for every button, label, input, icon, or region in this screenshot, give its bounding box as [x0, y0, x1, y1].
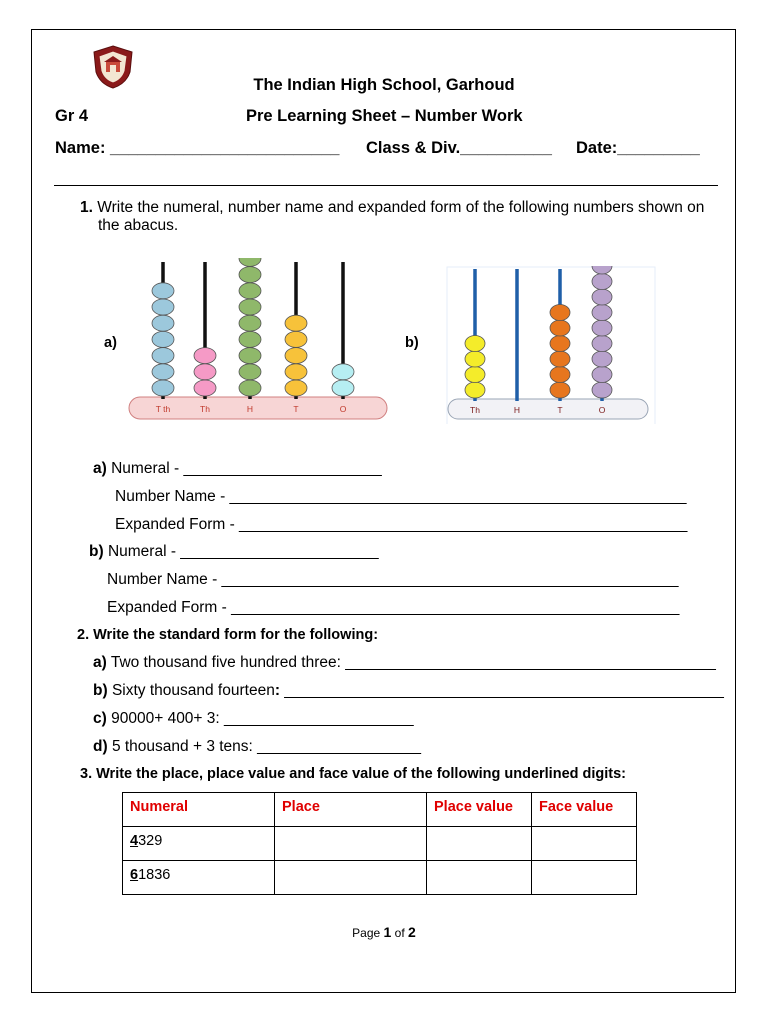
abacus-bead	[152, 348, 174, 364]
place-value-cell[interactable]	[427, 861, 532, 895]
abacus-bead	[152, 331, 174, 347]
header-numeral: Numeral	[123, 793, 275, 827]
page-footer	[0, 924, 768, 940]
table-row	[123, 827, 637, 861]
q2c-text: 90000+ 400+ 3: ______________________	[111, 710, 414, 727]
abacus-bead	[550, 336, 570, 352]
class-div-field[interactable]: Class & Div.__________	[366, 139, 552, 157]
abacus-bead	[239, 315, 261, 331]
q2b-line: ___________________________________________________	[279, 682, 724, 699]
abacus-bead	[194, 364, 216, 380]
abacus-bead	[239, 380, 261, 396]
grade-label: Gr 4	[55, 107, 89, 125]
abacus-place-label: T	[557, 405, 563, 415]
abacus-bead	[592, 289, 612, 305]
place-value-cell[interactable]	[427, 827, 532, 861]
underlined-digit: 4	[130, 833, 139, 849]
abacus-bead	[152, 364, 174, 380]
abacus-bead	[550, 351, 570, 367]
footer-page-word: Page	[352, 926, 384, 940]
q2a-item[interactable]	[93, 654, 716, 672]
abacus-place-label: Th	[200, 404, 210, 414]
abacus-bead	[592, 351, 612, 367]
abacus-place-label: H	[246, 404, 254, 414]
q1b-expanded-line: ____________________________________________________	[231, 599, 680, 616]
name-field[interactable]: Name: _________________________	[55, 139, 340, 157]
q2d-label: d)	[93, 738, 108, 755]
place-cell[interactable]	[275, 827, 427, 861]
school-name: The Indian High School, Garhoud	[253, 76, 515, 94]
face-value-cell[interactable]	[532, 861, 637, 895]
q1a-expanded-form[interactable]: Expanded Form - ____________________________________________________	[115, 516, 688, 533]
q1-text: Write the numeral, number name and expanded form of the following numbers shown on	[97, 199, 705, 216]
abacus-place-label: T	[293, 404, 299, 414]
abacus-place-label: O	[598, 405, 606, 415]
abacus-bead	[550, 367, 570, 383]
numeral-cell	[123, 861, 275, 895]
q1-number: 1.	[80, 199, 93, 216]
abacus-bead	[592, 382, 612, 398]
abacus-bead	[285, 348, 307, 364]
abacus-bead	[285, 315, 307, 331]
face-value-cell[interactable]	[532, 827, 637, 861]
q2a-text: Two thousand five hundred three: ___________________________________________	[110, 654, 716, 671]
q1b-numeral[interactable]	[89, 543, 379, 561]
q1a-numeral-text: Numeral - _______________________	[111, 460, 382, 477]
abacus-bead	[592, 305, 612, 321]
q2d-text: 5 thousand + 3 tens: ___________________	[111, 738, 421, 755]
table-header-row	[123, 793, 637, 827]
q1b-numeral-text: Numeral - _______________________	[107, 543, 379, 560]
abacus-bead	[465, 351, 485, 367]
abacus-bead	[465, 336, 485, 352]
abacus-bead	[239, 299, 261, 315]
abacus-bead	[465, 367, 485, 383]
header-place-value: Place value	[427, 793, 532, 827]
q1a-numeral[interactable]	[93, 460, 382, 478]
numeral-cell	[123, 827, 275, 861]
q3-title: 3. Write the place, place value and face value of the following underlined digits:	[80, 766, 627, 782]
header-face-value: Face value	[532, 793, 637, 827]
abacus-bead	[152, 283, 174, 299]
abacus-place-label: T th	[155, 404, 171, 414]
q1-text-line2: the abacus.	[98, 217, 179, 234]
footer-page-number: 1	[383, 924, 392, 940]
abacus-bead	[592, 367, 612, 383]
abacus-bead	[285, 331, 307, 347]
q1-text-line1	[80, 199, 704, 217]
q2a-label: a)	[93, 654, 107, 671]
q2b-text: Sixty thousand fourteen	[111, 682, 275, 699]
abacus-bead	[285, 380, 307, 396]
q1b-label: b)	[89, 543, 104, 560]
place-value-table	[122, 792, 637, 895]
q2d-item[interactable]	[93, 738, 421, 756]
abacus-bead	[239, 348, 261, 364]
abacus-b-label: b)	[405, 335, 419, 351]
abacus-bead	[465, 382, 485, 398]
q2b-item[interactable]	[93, 682, 724, 700]
abacus-place-label: O	[339, 404, 347, 414]
q2-title: 2. Write the standard form for the following:	[77, 627, 379, 643]
numeral-rest: 1836	[138, 867, 171, 883]
q2b-label: b)	[93, 682, 108, 699]
sheet-title: Pre Learning Sheet – Number Work	[246, 107, 523, 125]
abacus-a	[127, 258, 389, 426]
abacus-bead	[194, 348, 216, 364]
abacus-bead	[239, 258, 261, 266]
abacus-place-label: Th	[470, 405, 480, 415]
q1b-expanded-label: Expanded Form -	[107, 599, 232, 616]
date-field[interactable]: Date:_________	[576, 139, 700, 157]
place-cell[interactable]	[275, 861, 427, 895]
abacus-bead	[592, 336, 612, 352]
header-divider	[54, 185, 718, 186]
abacus-bead	[592, 320, 612, 336]
abacus-bead	[152, 299, 174, 315]
q1a-number-name[interactable]: Number Name - _____________________________________________________	[115, 488, 687, 505]
footer-of-word: of	[391, 926, 409, 940]
q1b-expanded-form[interactable]	[107, 599, 679, 617]
abacus-bead	[550, 320, 570, 336]
table-row	[123, 861, 637, 895]
q2c-label: c)	[93, 710, 107, 727]
abacus-bead	[239, 364, 261, 380]
q2c-item[interactable]	[93, 710, 414, 728]
abacus-bead	[152, 315, 174, 331]
abacus-a-label: a)	[104, 335, 117, 351]
abacus-bead	[332, 380, 354, 396]
abacus-bead	[550, 305, 570, 321]
header-place: Place	[275, 793, 427, 827]
abacus-bead	[239, 267, 261, 283]
footer-page-total: 2	[408, 924, 416, 940]
abacus-bead	[239, 283, 261, 299]
abacus-b	[446, 266, 658, 424]
abacus-bead	[285, 364, 307, 380]
abacus-bead	[332, 364, 354, 380]
abacus-bead	[550, 382, 570, 398]
abacus-bead	[152, 380, 174, 396]
numeral-rest: 329	[138, 833, 163, 849]
q1a-label: a)	[93, 460, 107, 477]
abacus-bead	[592, 274, 612, 290]
underlined-digit: 6	[130, 867, 139, 883]
abacus-bead	[239, 331, 261, 347]
abacus-place-label: H	[513, 405, 521, 415]
q1b-number-name[interactable]: Number Name - _____________________________________________________	[107, 571, 679, 588]
abacus-bead	[194, 380, 216, 396]
q2b-colon: :	[274, 682, 280, 699]
